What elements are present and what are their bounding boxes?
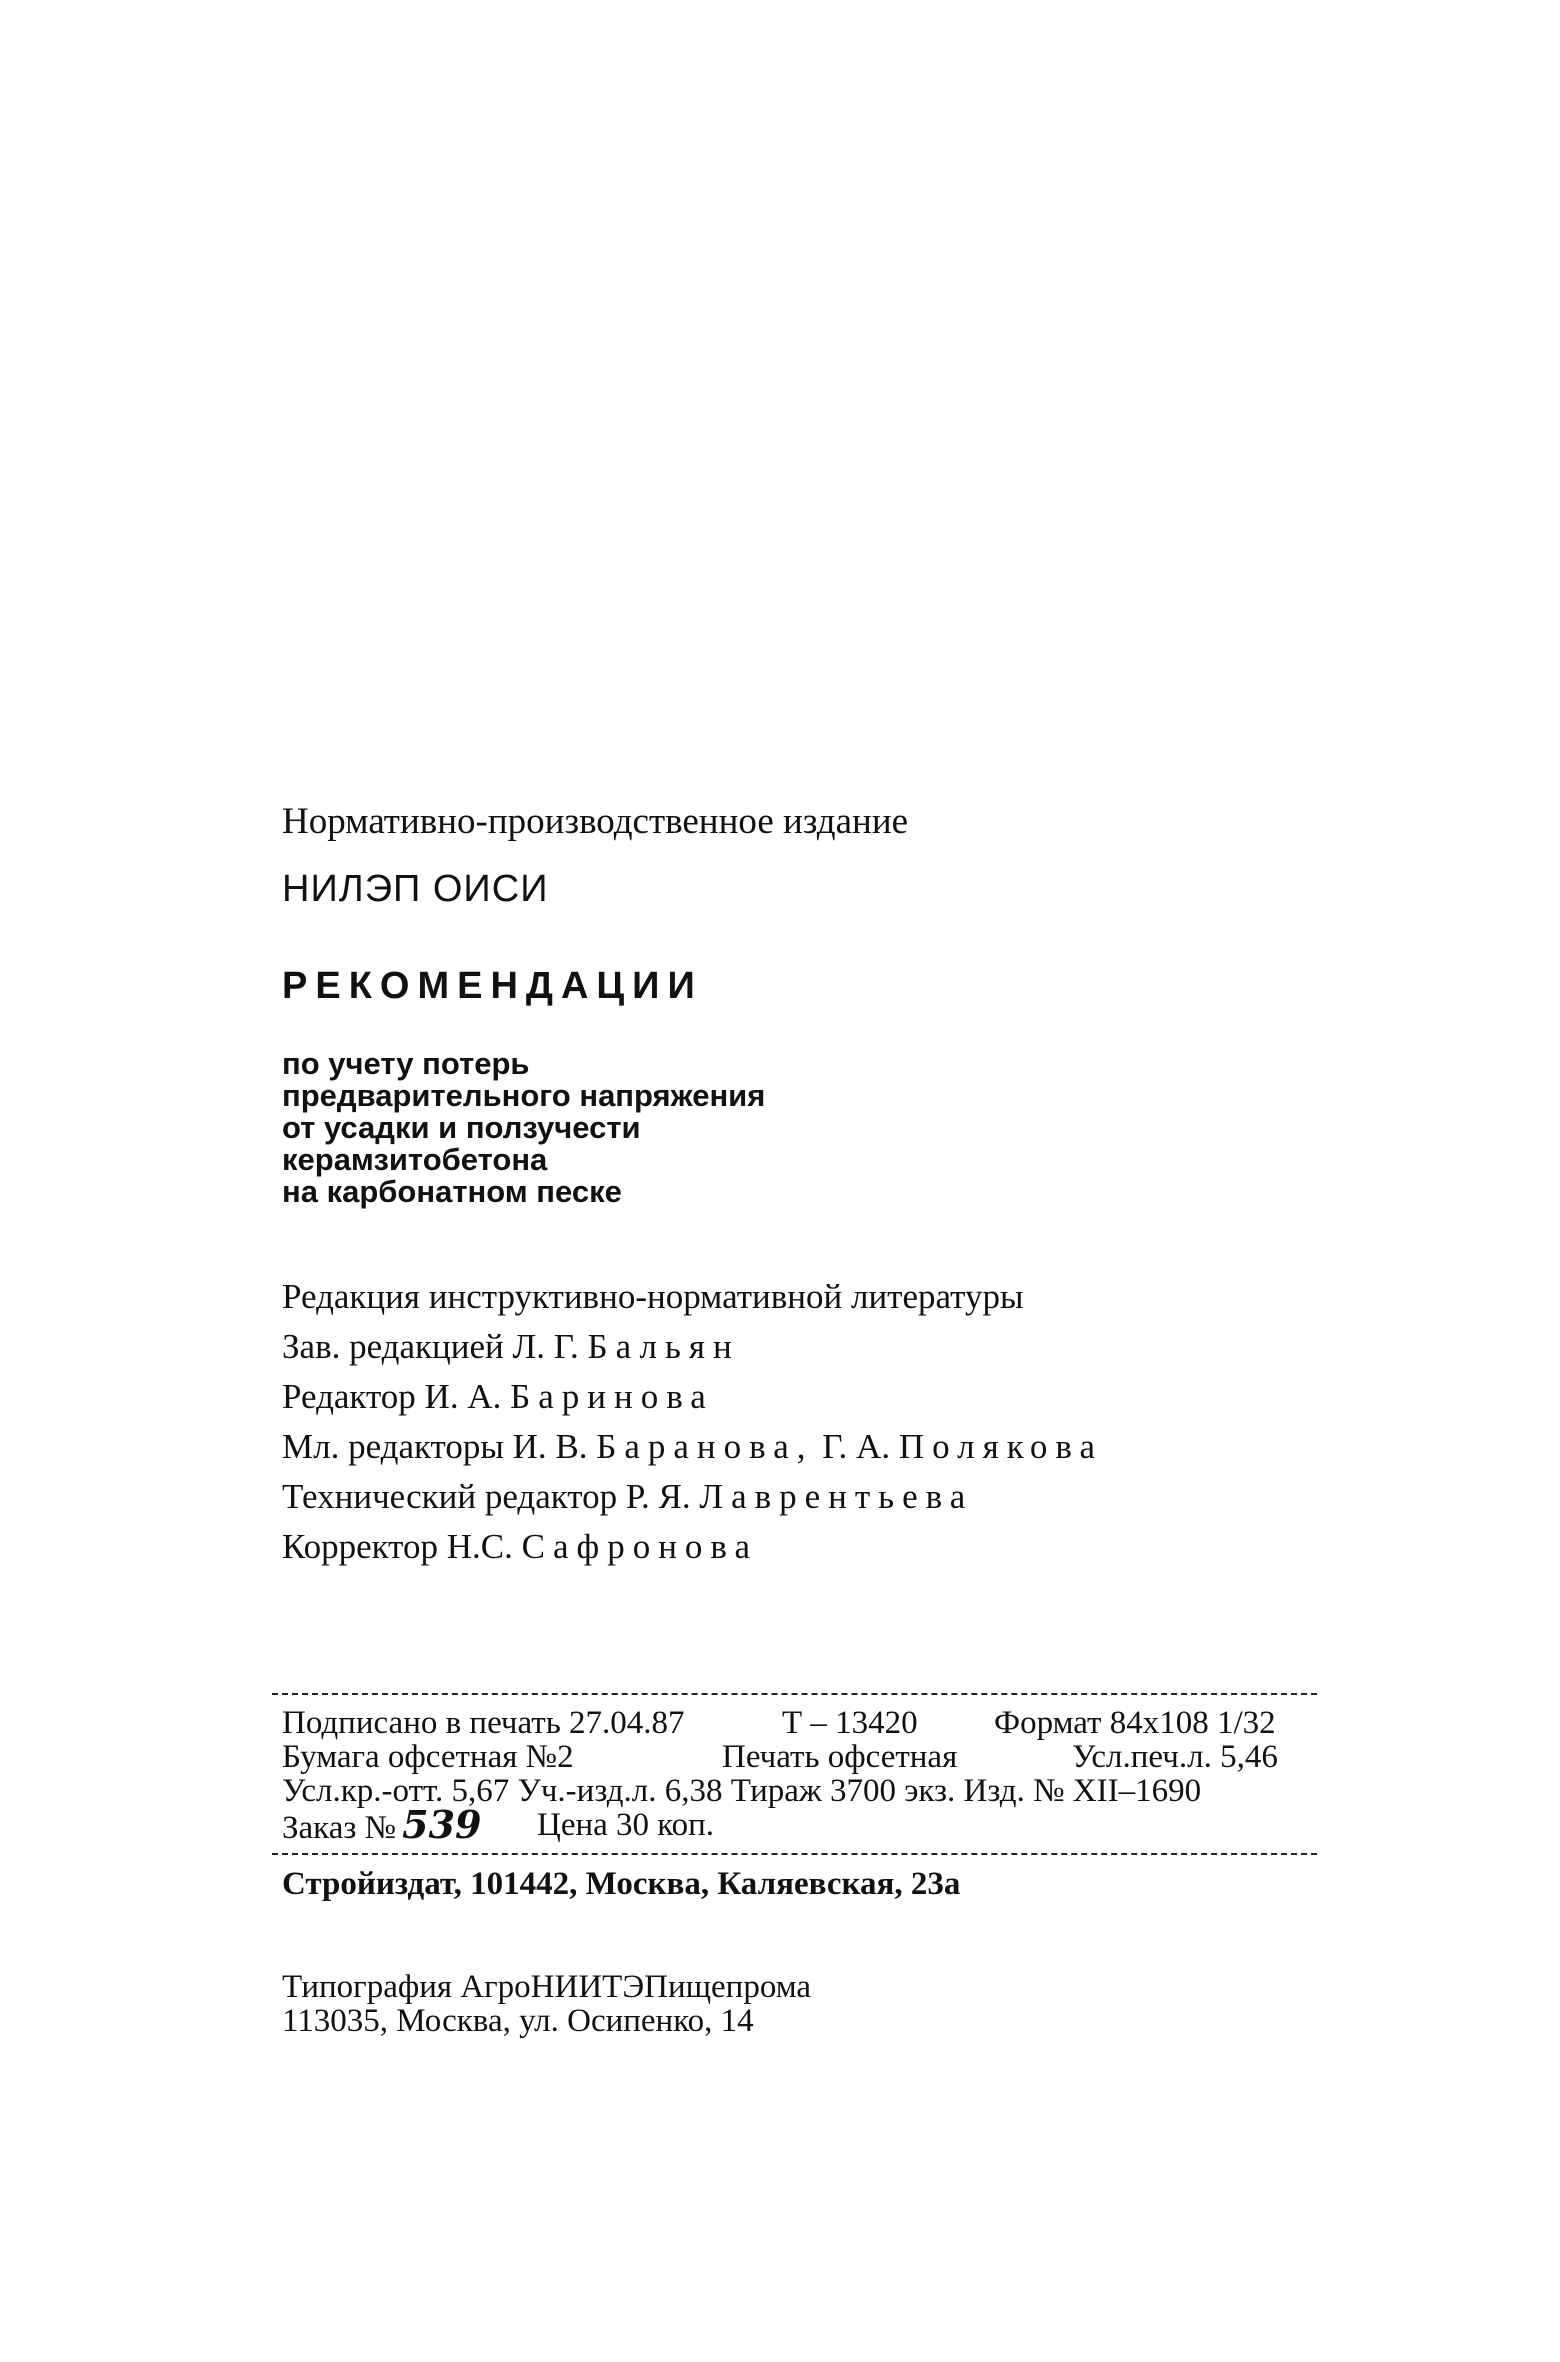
edition-type: Нормативно-производственное издание	[282, 801, 909, 842]
credit-name: Баринова	[510, 1377, 714, 1416]
credit-name: Баранова,	[596, 1427, 814, 1466]
paper-type: Бумага офсетная №2	[282, 1739, 574, 1775]
printer-name: Типография АгроНИИТЭПищепрома	[282, 1969, 811, 2005]
credit-name: Лаврентьева	[699, 1477, 974, 1516]
document-subtitle	[282, 1048, 765, 1208]
imprint-row	[282, 1706, 1327, 1740]
price: Цена 30 коп.	[537, 1807, 715, 1843]
divider-top	[272, 1693, 1317, 1695]
subtitle-line: на карбонатном песке	[282, 1174, 622, 1209]
signed-to-print: Подписано в печать 27.04.87	[282, 1705, 685, 1741]
divider-bottom	[272, 1853, 1317, 1855]
credit-tech-editor	[282, 1472, 1103, 1522]
credit-role: Технический редактор Р. Я.	[282, 1477, 691, 1516]
order-label: Заказ №	[282, 1810, 397, 1846]
credit-role: Редактор И. А.	[282, 1377, 502, 1416]
imprint-row	[282, 1802, 1327, 1847]
t-number: Т – 13420	[782, 1705, 918, 1741]
credit-name: Полякова	[898, 1427, 1104, 1466]
credit-role: Зав. редакцией Л. Г.	[282, 1327, 579, 1366]
subtitle-line: от усадки и ползучести	[282, 1110, 641, 1145]
imprint-block	[282, 1705, 1327, 1847]
printer-info	[282, 1970, 811, 2038]
document-title: РЕКОМЕНДАЦИИ	[282, 965, 703, 1007]
credit-editor	[282, 1372, 1103, 1422]
credits-block	[282, 1272, 1103, 1572]
subtitle-line: предварительного напряжения	[282, 1078, 766, 1113]
credit-name: Бальян	[587, 1327, 740, 1366]
subtitle-line: по учету потерь	[282, 1046, 530, 1081]
order-number: 539	[402, 1802, 482, 1847]
subtitle-line: керамзитобетона	[282, 1142, 548, 1177]
imprint-row	[282, 1740, 1327, 1774]
editorial-office: Редакция инструктивно-нормативной литературы	[282, 1277, 1024, 1316]
organization-name: НИЛЭП ОИСИ	[282, 868, 549, 910]
credit-name: Сафронова	[521, 1527, 759, 1566]
credit-role: Корректор Н.С.	[282, 1527, 513, 1566]
credit-corrector	[282, 1522, 1103, 1572]
printing-type: Печать офсетная	[722, 1739, 958, 1775]
credit-junior-editors	[282, 1422, 1103, 1472]
order-info	[282, 1802, 482, 1847]
printer-address: 113035, Москва, ул. Осипенко, 14	[282, 2003, 754, 2039]
credit-role: Мл. редакторы И. В.	[282, 1427, 588, 1466]
credit-initials: Г. А.	[822, 1427, 891, 1466]
publisher-info: Стройиздат, 101442, Москва, Каляевская, 23а	[282, 1866, 961, 1902]
print-sheets: Усл.печ.л. 5,46	[1072, 1739, 1278, 1775]
credit-head-editor	[282, 1322, 1103, 1372]
format: Формат 84х108 1/32	[994, 1705, 1276, 1741]
imprint-details: Усл.кр.-отт. 5,67 Уч.-изд.л. 6,38 Тираж 3700 экз. Изд. № XII–1690	[282, 1773, 1202, 1809]
